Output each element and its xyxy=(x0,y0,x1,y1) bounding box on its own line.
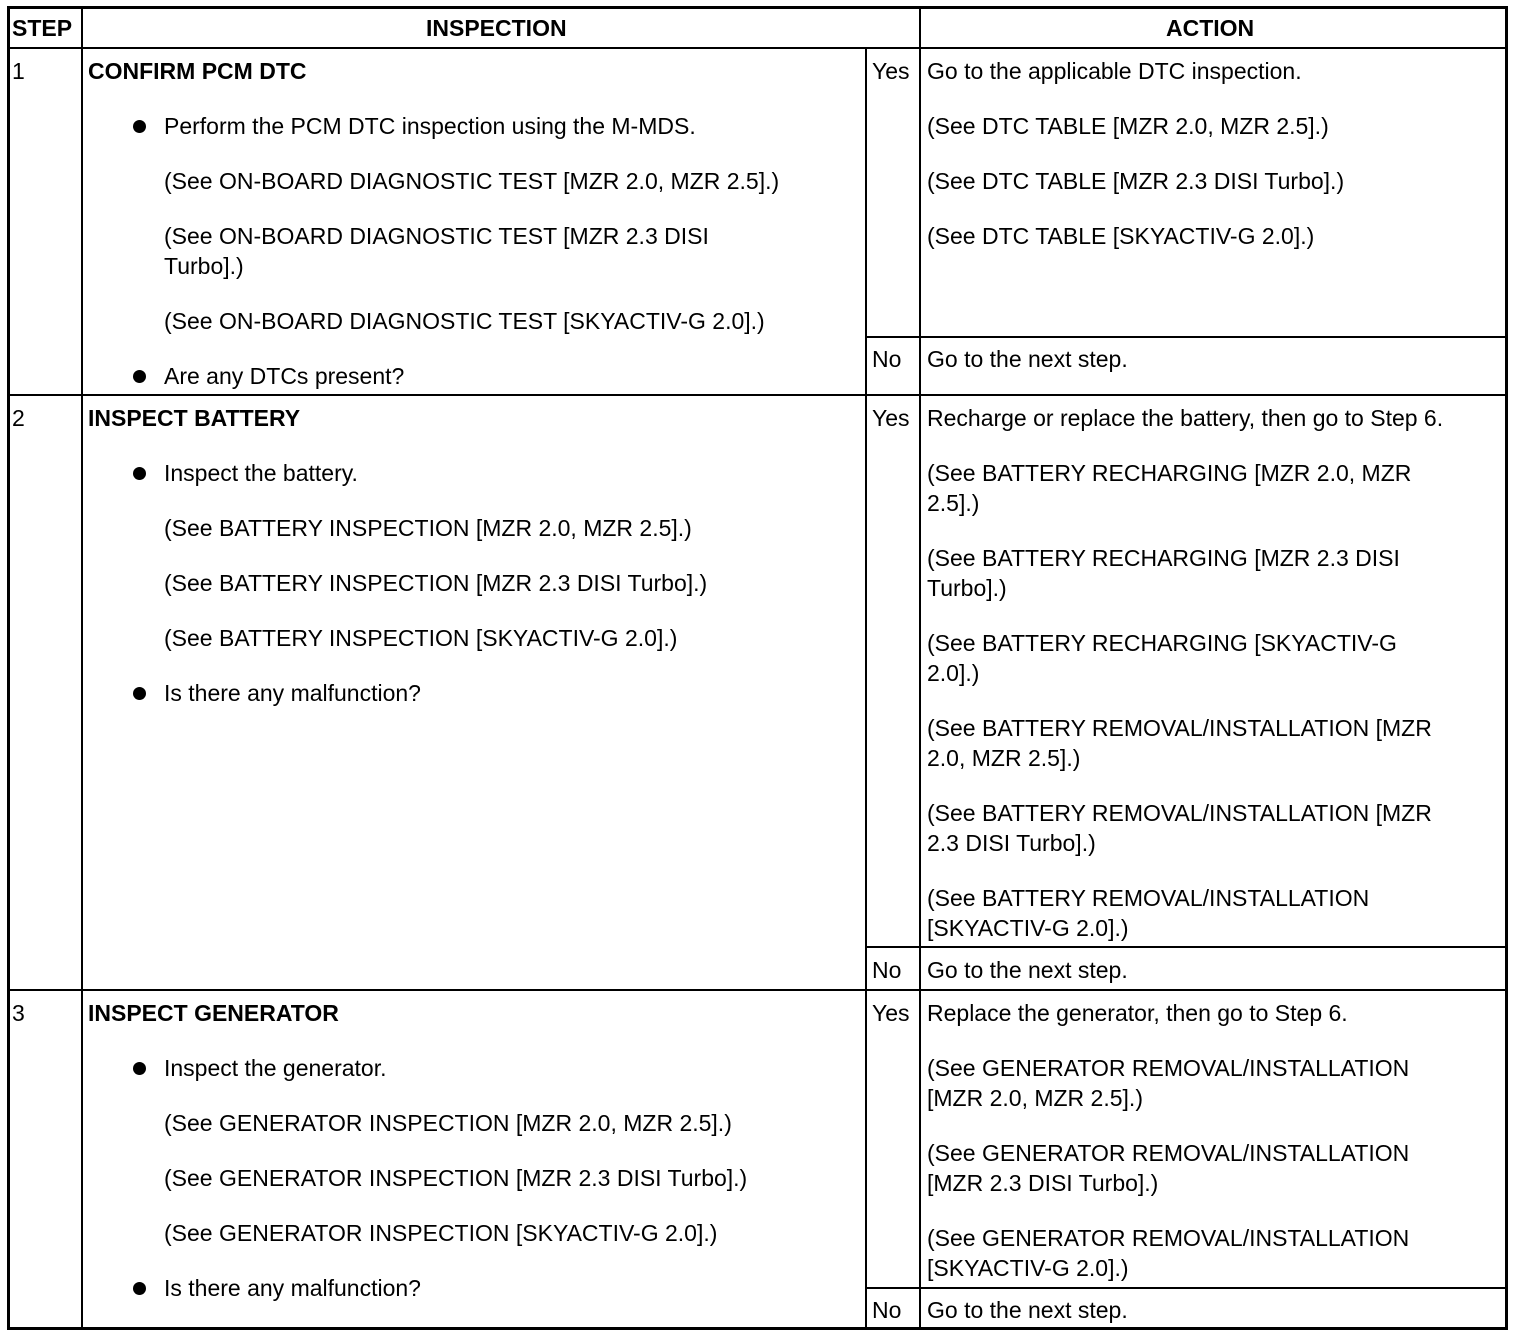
col-divider-yesno xyxy=(865,48,867,1330)
header-action: ACTION xyxy=(1166,15,1255,41)
row-divider-step1 xyxy=(7,394,1508,396)
inspection-line: Turbo].) xyxy=(164,253,244,279)
step-number: 2 xyxy=(12,405,25,431)
yesno-divider-step1 xyxy=(865,336,1508,338)
action-line: 2.5].) xyxy=(927,490,980,516)
inspection-line: (See GENERATOR INSPECTION [SKYACTIV-G 2.0].) xyxy=(164,1220,718,1246)
inspection-line: (See ON-BOARD DIAGNOSTIC TEST [MZR 2.0, MZR 2.5].) xyxy=(164,168,780,194)
action-line: [SKYACTIV-G 2.0].) xyxy=(927,915,1129,941)
action-line: Recharge or replace the battery, then go to Step 6. xyxy=(927,405,1444,431)
col-divider-inspection xyxy=(919,6,921,1330)
action-line: Replace the generator, then go to Step 6. xyxy=(927,1000,1348,1026)
bullet-icon xyxy=(133,687,146,700)
action-line: (See BATTERY RECHARGING [MZR 2.0, MZR xyxy=(927,460,1412,486)
action-line: (See DTC TABLE [MZR 2.0, MZR 2.5].) xyxy=(927,113,1329,139)
step-title: INSPECT BATTERY xyxy=(88,405,301,431)
action-line: [SKYACTIV-G 2.0].) xyxy=(927,1255,1129,1281)
no-action: Go to the next step. xyxy=(927,346,1128,372)
action-line: [MZR 2.0, MZR 2.5].) xyxy=(927,1085,1143,1111)
col-divider-step xyxy=(81,6,83,1330)
action-line: 2.3 DISI Turbo].) xyxy=(927,830,1096,856)
action-line: (See GENERATOR REMOVAL/INSTALLATION xyxy=(927,1140,1410,1166)
row-divider-step2 xyxy=(7,989,1508,991)
inspection-line: Inspect the generator. xyxy=(164,1055,387,1081)
action-line: [MZR 2.3 DISI Turbo].) xyxy=(927,1170,1159,1196)
yes-label: Yes xyxy=(872,405,910,431)
no-label: No xyxy=(872,957,902,983)
inspection-question: Are any DTCs present? xyxy=(164,363,405,389)
no-action: Go to the next step. xyxy=(927,1297,1128,1323)
inspection-line: (See BATTERY INSPECTION [MZR 2.0, MZR 2.5].) xyxy=(164,515,692,541)
no-label: No xyxy=(872,346,902,372)
inspection-line: (See BATTERY INSPECTION [SKYACTIV-G 2.0].) xyxy=(164,625,678,651)
inspection-line: (See GENERATOR INSPECTION [MZR 2.3 DISI Turbo].) xyxy=(164,1165,748,1191)
inspection-line: (See GENERATOR INSPECTION [MZR 2.0, MZR 2.5].) xyxy=(164,1110,732,1136)
action-line: (See GENERATOR REMOVAL/INSTALLATION xyxy=(927,1055,1410,1081)
inspection-line: Perform the PCM DTC inspection using the M-MDS. xyxy=(164,113,696,139)
yesno-divider-step2 xyxy=(865,946,1508,948)
header-inspection: INSPECTION xyxy=(426,15,567,41)
bullet-icon xyxy=(133,1282,146,1295)
inspection-line: (See BATTERY INSPECTION [MZR 2.3 DISI Turbo].) xyxy=(164,570,708,596)
action-line: Go to the applicable DTC inspection. xyxy=(927,58,1302,84)
inspection-question: Is there any malfunction? xyxy=(164,680,421,706)
action-line: (See BATTERY REMOVAL/INSTALLATION xyxy=(927,885,1370,911)
action-line: (See BATTERY REMOVAL/INSTALLATION [MZR xyxy=(927,800,1432,826)
inspection-line: (See ON-BOARD DIAGNOSTIC TEST [MZR 2.3 DISI xyxy=(164,223,709,249)
row-divider-header xyxy=(7,47,1508,49)
action-line: (See DTC TABLE [SKYACTIV-G 2.0].) xyxy=(927,223,1315,249)
no-action: Go to the next step. xyxy=(927,957,1128,983)
action-line: 2.0, MZR 2.5].) xyxy=(927,745,1081,771)
action-line: (See DTC TABLE [MZR 2.3 DISI Turbo].) xyxy=(927,168,1345,194)
yes-label: Yes xyxy=(872,1000,910,1026)
action-line: (See BATTERY RECHARGING [MZR 2.3 DISI xyxy=(927,545,1400,571)
action-line: (See BATTERY RECHARGING [SKYACTIV-G xyxy=(927,630,1397,656)
step-number: 3 xyxy=(12,1000,25,1026)
action-line: Turbo].) xyxy=(927,575,1007,601)
step-title: CONFIRM PCM DTC xyxy=(88,58,307,84)
action-line: (See GENERATOR REMOVAL/INSTALLATION xyxy=(927,1225,1410,1251)
action-line: (See BATTERY REMOVAL/INSTALLATION [MZR xyxy=(927,715,1432,741)
bullet-icon xyxy=(133,1062,146,1075)
step-title: INSPECT GENERATOR xyxy=(88,1000,339,1026)
bullet-icon xyxy=(133,370,146,383)
inspection-question: Is there any malfunction? xyxy=(164,1275,421,1301)
header-step: STEP xyxy=(12,15,73,41)
bullet-icon xyxy=(133,120,146,133)
inspection-line: Inspect the battery. xyxy=(164,460,358,486)
action-line: 2.0].) xyxy=(927,660,980,686)
yes-label: Yes xyxy=(872,58,910,84)
inspection-line: (See ON-BOARD DIAGNOSTIC TEST [SKYACTIV-G 2.0].) xyxy=(164,308,765,334)
yesno-divider-step3 xyxy=(865,1287,1508,1289)
bullet-icon xyxy=(133,467,146,480)
step-number: 1 xyxy=(12,58,25,84)
no-label: No xyxy=(872,1297,902,1323)
